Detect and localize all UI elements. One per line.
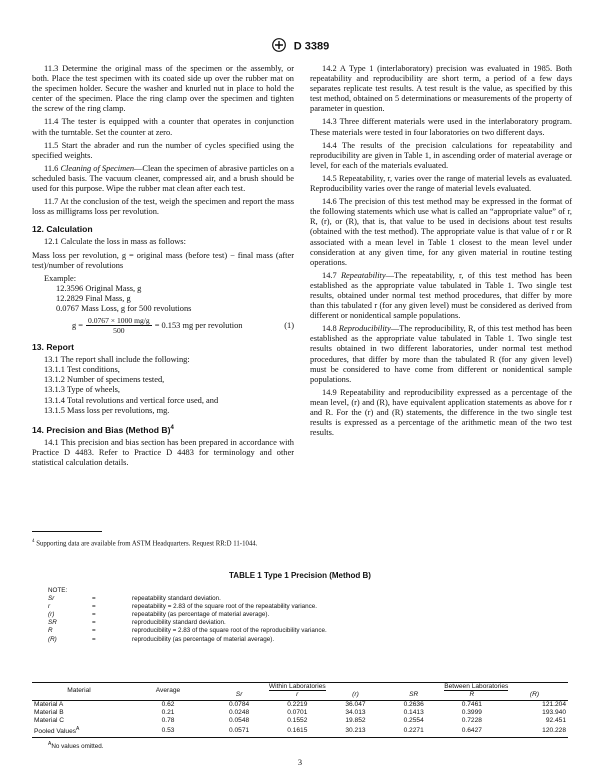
note-row	[48, 627, 327, 635]
cell-r: 0.2219	[287, 700, 308, 708]
heading-text: 14. Precision and Bias (Method B)	[32, 424, 171, 435]
section-11-5: 11.5 Start the abrader and run the number of cycles specified using the specified weights.	[32, 140, 294, 160]
section-14-4: 14.4 The results of the precision calculations for repeatability and reproducibility are given in Table 1, in ascending order of material average or level, for each of the materials evaluated.	[310, 140, 572, 170]
note-row	[48, 595, 327, 603]
right-column	[310, 64, 572, 441]
group-label: Between Laboratories	[444, 683, 509, 690]
list-item: 13.1.2 Number of specimens tested,	[44, 375, 165, 385]
cell-average: 0.21	[161, 708, 175, 716]
note-symbol: R	[48, 627, 53, 635]
cell-pct-R: 92.451	[545, 717, 566, 725]
precision-table	[32, 682, 568, 738]
equation-lhs: g =	[72, 320, 84, 330]
note-row	[48, 636, 327, 644]
table-footnote	[48, 741, 104, 750]
list-item: 13.1.4 Total revolutions and vertical force used, and	[44, 395, 219, 405]
cell-pct-R: 120.228	[501, 725, 568, 737]
note-description: repeatability (as percentage of material average).	[132, 611, 270, 619]
note-row	[48, 603, 327, 611]
cell-R: 0.7228	[461, 717, 482, 725]
column-header-pct-r: (r)	[326, 691, 384, 700]
table-row	[32, 709, 568, 717]
cell-average: 0.78	[161, 717, 175, 725]
table-row	[32, 725, 568, 737]
note-label: NOTE:	[48, 587, 68, 594]
section-title: Repeatability	[340, 270, 386, 280]
page-number: 3	[297, 758, 303, 767]
column-header-r: r	[268, 691, 326, 700]
cell-R: 0.7461	[461, 700, 482, 708]
fraction-denominator: 500	[113, 326, 125, 336]
material-label: Pooled Values	[34, 728, 77, 736]
equation-1	[32, 316, 294, 335]
section-14-6: 14.6 The precision of this test method may be expressed in the format of the following statements which use what is called an “appropriate value” of r, R, (r), or (R), that is, that value to be used in decisions about test results (obtained with the test method). The appropriate value is that value of r or R associated with a mean level in Table 1 closest to the mean level under consideration at any given time, for any given material in routine testing operations.	[310, 197, 572, 267]
cell-average: 0.62	[161, 700, 175, 708]
column-header-pct-R: (R)	[501, 691, 568, 700]
note-equals: =	[92, 595, 96, 603]
section-title: Cleaning of Specimen	[60, 163, 135, 173]
note-equals: =	[92, 611, 96, 619]
note-description: repeatability = 2.83 of the square root of the repeatability variance.	[132, 603, 317, 611]
section-title: Reproducibility	[338, 324, 391, 334]
example-line-1: 12.3596 Original Mass, g	[56, 283, 142, 293]
cell-r: 0.0701	[287, 708, 308, 716]
group-label: Within Laboratories	[268, 683, 326, 690]
section-14-9: 14.9 Repeatability and reproducibility expressed as a percentage of the mean level, (r) and (R), have equivalent application statements as above for r and R. For the (r) and (R) statements, the difference in the two single test results is expressed as a percentage of the arithmetic mean of the two test results.	[310, 387, 572, 438]
footnote-marker: A	[76, 726, 80, 733]
note-description: reproducibility standard deviation.	[132, 619, 226, 627]
list-item: 13.1.5 Mass loss per revolutions, mg.	[44, 405, 170, 415]
cell-sr: 0.0571	[210, 725, 268, 737]
cell-pct-r: 19.852	[345, 717, 366, 725]
cell-material: Material A	[34, 700, 64, 708]
section-text: —The repeatability, r, of this test method has been established as the appropriate value tabulated in Table 1. Two single test results, obtained under normal test method procedures, that differ by more than this tabulated r (for any given level) must be considered as derived from different or nonidentical sample populations.	[310, 270, 572, 321]
cell-pct-R: 121.204	[542, 700, 566, 708]
section-14-3: 14.3 Three different materials were used in the interlaboratory program. These materials were tested in four laboratories on two different days.	[310, 117, 572, 137]
cell-sr: 0.0548	[229, 717, 250, 725]
table-footnote-text: No values omitted.	[51, 743, 104, 751]
table-title: TABLE 1 Type 1 Precision (Method B)	[229, 571, 371, 580]
table-row	[32, 700, 568, 709]
section-13-1: 13.1 The report shall include the following:	[44, 355, 190, 365]
section-14-5: 14.5 Repeatability, r, varies over the range of material levels as evaluated. Reproducibility varies over the range of material levels evaluated.	[310, 173, 572, 194]
footnote-marker: 4	[32, 539, 35, 544]
document-designation: D 3389	[293, 40, 330, 53]
cell-material: Material B	[34, 708, 64, 716]
cell-r: 0.1552	[287, 717, 308, 725]
footnote-divider	[32, 531, 102, 532]
section-11-3: 11.3 Determine the original mass of the specimen or the assembly, or both. Place the test specimen with its coated side up over the rubber mat on the specimen holder. Secure the washer and knurled nut in place to hold the center of the specimen. Place the ring clamp over the specimen and tighten the screw of the ring clamp.	[32, 64, 294, 114]
cell-R: 0.6427	[443, 725, 501, 737]
cell-material: Material C	[34, 717, 65, 725]
section-11-4: 11.4 The tester is equipped with a counter that operates in conjunction with the turntable. Set the counter at zero.	[32, 117, 294, 137]
cell-pct-r: 30.213	[326, 725, 384, 737]
cell-sr: 0.0784	[229, 700, 250, 708]
section-14-8	[310, 324, 572, 385]
cell-SR: 0.1413	[403, 708, 424, 716]
footnote-marker: A	[48, 741, 52, 747]
section-text: —Clean the specimen of abrasive particles on a scheduled basis. The vacuum cleaner, compressed air, and a brush should be used for this purpose. Wipe the rubber mat clean after each test.	[32, 163, 294, 194]
table-header-row	[32, 683, 568, 692]
section-11-6	[32, 164, 294, 194]
example-line-3: 0.0767 Mass Loss, g for 500 revolutions	[56, 303, 192, 313]
column-header-R: R	[443, 691, 501, 700]
example-label: Example:	[44, 273, 77, 283]
left-column	[32, 64, 294, 471]
cell-pct-r: 34.013	[345, 708, 366, 716]
heading-precision-bias	[32, 423, 294, 435]
note-description: reproducibility (as percentage of material average).	[132, 635, 275, 643]
column-header-average: Average	[126, 683, 210, 701]
column-header-SR: SR	[385, 691, 443, 700]
section-14-1: 14.1 This precision and bias section has been prepared in accordance with Practice D 4483. Refer to Practice D 4483 for terminology and other statistical calculation details.	[32, 437, 294, 467]
note-symbol: (R)	[48, 635, 57, 643]
section-11-7: 11.7 At the conclusion of the test, weigh the specimen and report the mass loss as milligrams loss per revolution.	[32, 197, 294, 217]
heading-calculation: 12. Calculation	[32, 224, 93, 235]
heading-report: 13. Report	[32, 342, 75, 353]
column-header-material: Material	[32, 683, 126, 701]
section-14-2: 14.2 A Type 1 (interlaboratory) precision was evaluated in 1985. Both repeatability and reproducibility are short term, a period of a few days separates replicate test results. A test result is the value, as specified by this test method, obtained on 5 determinations or measurements of the property of parameter in question.	[310, 64, 572, 114]
footnote	[32, 538, 294, 549]
cell-average: 0.53	[126, 725, 210, 737]
note-symbol: r	[48, 603, 51, 611]
mass-loss-formula: Mass loss per revolution, g = original mass (before test) − final mass (after test)/number of revolutions	[32, 250, 294, 270]
cell-pct-r: 36.047	[345, 700, 366, 708]
page-header	[0, 38, 600, 55]
cell-SR: 0.2636	[403, 700, 424, 708]
section-number: 11.6	[44, 163, 61, 173]
footnote-marker: 4	[170, 424, 174, 431]
column-group-between	[385, 683, 568, 692]
note-equals: =	[92, 635, 96, 643]
note-description: reproducibility = 2.83 of the square root of the reproducibility variance.	[132, 627, 327, 635]
section-text: —The reproducibility, R, of this test method has been established as the appropriate value tabulated in Table 1. Two single test results obtained in two different laboratories, under normal test method procedures, that differ by more than the tabulated R (for any given level) must be considered to have come from different or nonidentical sample populations.	[310, 324, 572, 384]
cell-material	[32, 725, 126, 737]
note-description: repeatability standard deviation.	[132, 595, 221, 603]
equation-rhs: = 0.153 mg per revolution	[154, 320, 243, 330]
fraction-numerator: 0.0767 × 1000 mg/g	[88, 316, 150, 326]
astm-logo-icon	[271, 38, 287, 55]
equation-number: (1)	[284, 320, 294, 330]
note-row	[48, 611, 327, 619]
report-list	[32, 355, 294, 416]
list-item: 13.1.1 Test conditions,	[44, 365, 120, 375]
column-header-sr: Sr	[210, 691, 268, 700]
note-equals: =	[92, 619, 96, 627]
note-row	[48, 619, 327, 627]
note-symbol: SR	[48, 619, 57, 627]
cell-pct-R: 193.940	[542, 708, 566, 716]
cell-sr: 0.0248	[229, 708, 250, 716]
cell-SR: 0.2271	[385, 725, 443, 737]
note-symbol: (r)	[48, 611, 55, 619]
note-equals: =	[92, 603, 96, 611]
footnote-text: Supporting data are available from ASTM Headquarters. Request RR:D 11-1044.	[34, 540, 258, 548]
table-row	[32, 717, 568, 725]
cell-SR: 0.2554	[403, 717, 424, 725]
note-equals: =	[92, 627, 96, 635]
cell-R: 0.3999	[461, 708, 482, 716]
column-group-within	[210, 683, 385, 692]
equation-fraction	[86, 316, 152, 335]
list-item: 13.1.3 Type of wheels,	[44, 385, 121, 395]
section-12-1: 12.1 Calculate the loss in mass as follows:	[44, 237, 186, 247]
note-symbol: Sr	[48, 595, 55, 603]
section-number: 14.8	[322, 324, 339, 334]
section-14-7	[310, 271, 572, 321]
cell-r: 0.1615	[268, 725, 326, 737]
table-notes	[48, 587, 327, 644]
example-line-2: 12.2829 Final Mass, g	[56, 293, 131, 303]
section-number: 14.7	[322, 270, 341, 280]
